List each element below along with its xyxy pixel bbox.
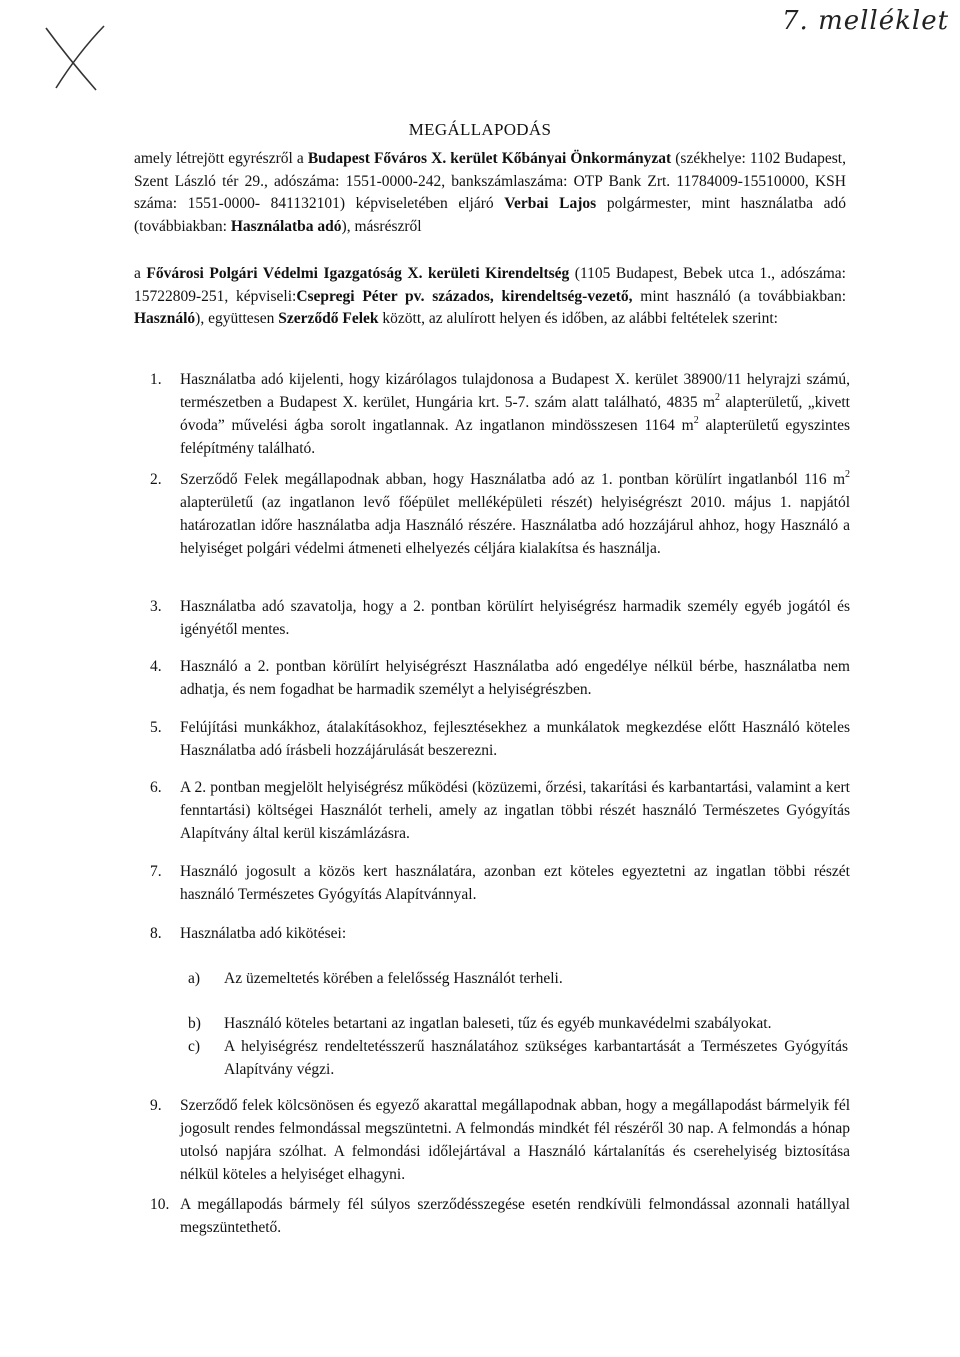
- clause-10: 10. A megállapodás bármely fél súlyos szerződésszegése esetén rendkívüli felmondással azonnali hatállyal megszüntethető.: [150, 1193, 850, 1239]
- clause-number: 8.: [150, 925, 162, 942]
- clause-number: 1.: [150, 371, 162, 388]
- party2-rep-title: százados, kirendeltség-vezető,: [424, 287, 633, 305]
- clause-number: 2.: [150, 471, 162, 488]
- contracting-parties: Szerződő Felek: [278, 310, 379, 327]
- clause-number: 6.: [150, 779, 162, 796]
- subclause-letter: a): [188, 970, 201, 987]
- preamble-party2: a Fővárosi Polgári Védelmi Igazgatóság X. kerületi Kirendeltség (1105 Budapest, Bebek utca 1., adószáma: 15722809-251, képviseli:Csepregi Péter pv. százados, kirendeltség-vezető, mint használó (a továbbiakban: Használó), együttesen Szerződő Felek között, az alulírott helyen és időben, az alábbi feltételek szerint:: [134, 265, 847, 327]
- clause-number: 3.: [150, 598, 162, 615]
- party2-representative: Csepregi Péter pv.: [296, 287, 425, 305]
- clause-4: 4. Használó a 2. pontban körülírt helyiségrészt Használatba adó engedélye nélkül bérbe, használatba nem adhatja, és nem fogadhat be harmadik személyt a helyiségrészben.: [150, 655, 850, 701]
- subclause-letter: b): [188, 1015, 201, 1032]
- role-user: Használó: [134, 310, 196, 327]
- clause-number: 9.: [150, 1097, 162, 1114]
- clause-8c: c) A helyiségrész rendeltetésszerű használatához szükséges karbantartását a Természetes Gyógyítás Alapítvány végzi.: [188, 1035, 848, 1081]
- clause-number: 7.: [150, 863, 162, 880]
- clause-8b: b) Használó köteles betartani az ingatlan baleseti, tűz és egyéb munkavédelmi szabályokat.: [188, 1012, 848, 1035]
- clause-5: 5. Felújítási munkákhoz, átalakításokhoz, fejlesztésekhez a munkálatok megkezdése előtt Használó köteles Használatba adó írásbeli hozzájárulását beszerezni.: [150, 716, 850, 762]
- clause-3: 3. Használatba adó szavatolja, hogy a 2. pontban körülírt helyiségrész harmadik személy egyéb jogától és igényétől mentes.: [150, 595, 850, 641]
- clause-8a: a) Az üzemeltetés körében a felelősség Használót terheli.: [188, 967, 848, 990]
- preamble-party1: amely létrejött egyrészről a Budapest Főváros X. kerület Kőbányai Önkormányzat (székhelye: 1102 Budapest, Szent László tér 29., adószáma: 1551-0000-242, bankszámlaszáma: OTP Bank Zrt. 11784009-15510000, KSH száma: 1551-0000- 841132101) képviseletében eljáró Verbai Lajos polgármester, mint használatba adó (továbbiakban: Használatba adó), másrészről: [134, 150, 846, 235]
- role-user-giver: Használatba adó: [230, 217, 342, 235]
- clause-1: 1. Használatba adó kijelenti, hogy kizárólagos tulajdonosa a Budapest X. kerület 38900/11 helyrajzi számú, természetben a Budapest X. kerület, Hungária krt. 5-7. szám alatt található, 4835 $m^2$ alapterületű, „kivett óvoda” művelési ágba sorolt ingatlannak. Az ingatlanon mindösszesen 1164 $m^2$ alapterületű egyszintes felépítmény található.: [150, 368, 850, 460]
- clause-2: 2. Szerződő Felek megállapodnak abban, hogy Használatba adó az 1. pontban körülírt ingatlanból 116 $m^2$ alapterületű (az ingatlanon levő főépület melléképületi részét) helyiségrészt 2010. május 1. napjától határozatlan időre használatba adja Használó részére. Használatba adó hozzájárul ahhoz, hogy Használó a helyiséget polgári védelmi átmeneti elhelyezés céljára kialakítsa és használja.: [150, 469, 850, 557]
- clause-number: 5.: [150, 719, 162, 736]
- clause-8: 8. Használatba adó kikötései:: [150, 922, 850, 945]
- clause-number: 10.: [150, 1196, 170, 1213]
- party2-name: Fővárosi Polgári Védelmi Igazgatóság X. kerületi Kirendeltség: [146, 265, 570, 282]
- party1-name: Budapest Főváros X. kerület Kőbányai Önkormányzat: [307, 150, 672, 167]
- clause-number: 4.: [150, 658, 162, 675]
- subclause-letter: c): [188, 1038, 201, 1055]
- handwritten-x-mark: [38, 18, 108, 93]
- party1-representative: Verbai Lajos: [504, 195, 597, 212]
- clause-7: 7. Használó jogosult a közös kert használatára, azonban ezt köteles egyeztetni az ingatlan többi részét használó Természetes Gyógyítás Alapítvánnyal.: [150, 860, 850, 906]
- handwritten-annex-note: 7. melléklet: [782, 6, 950, 36]
- clause-9: 9. Szerződő felek kölcsönösen és egyező akarattal megállapodnak abban, hogy a megállapodást bármelyik fél jogosult rendes felmondással megszüntetni. A felmondás mindkét fél részéről 30 nap. A felmondás a hónap utolsó napjára szólhat. A felmondási időlejártával a Használó kártalanítás és cserehelyiség biztosítása nélkül köteles a helyiséget elhagyni.: [150, 1094, 850, 1186]
- document-title: MEGÁLLAPODÁS: [408, 120, 552, 139]
- clause-6: 6. A 2. pontban megjelölt helyiségrész működési (közüzemi, őrzési, takarítási és karbantartási, valamint a kert fenntartási) költségei Használót terheli, amely az ingatlan többi részét használó Természetes Gyógyítás Alapítvány által kerül kiszámlázásra.: [150, 776, 850, 845]
